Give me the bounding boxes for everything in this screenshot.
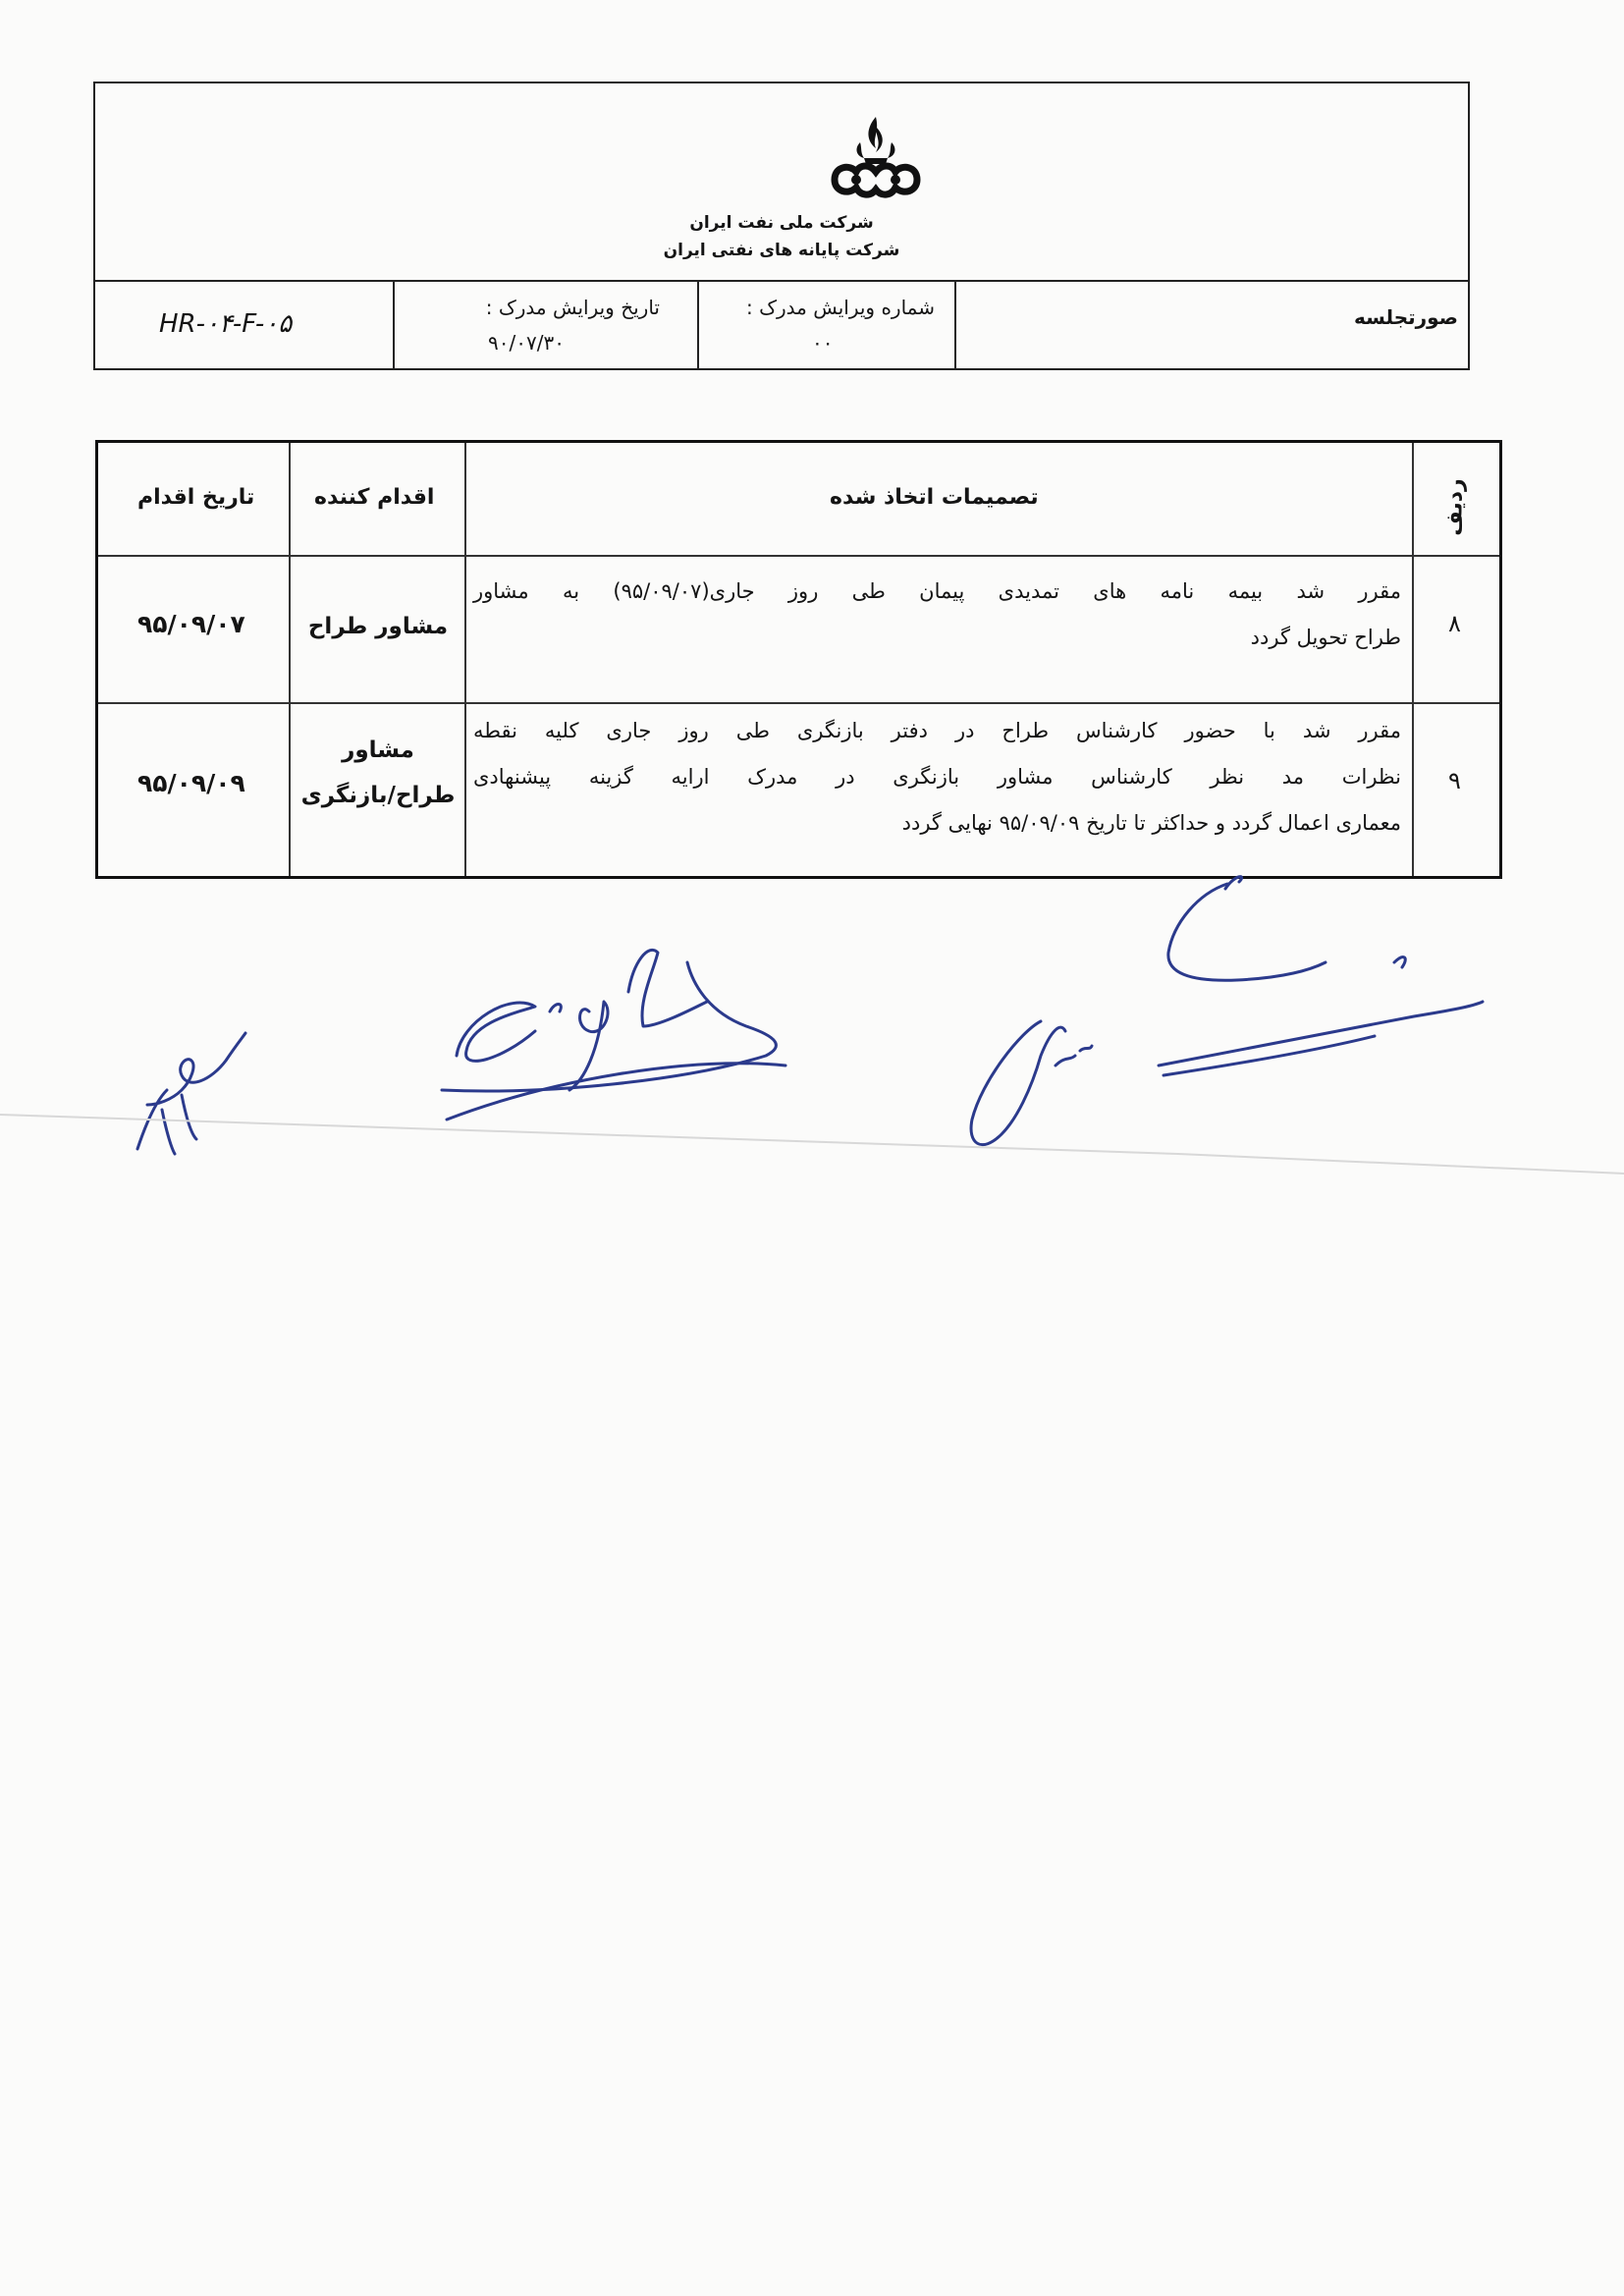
row-number: ۸ xyxy=(1448,610,1461,637)
revision-number-value: ۰۰ xyxy=(812,331,834,355)
decision-line: طراح تحویل گردد xyxy=(1250,626,1401,649)
logo-area xyxy=(95,83,1468,282)
action-date: ۹۵/۰۹/۰۷ xyxy=(137,610,245,638)
document-code-cell xyxy=(95,280,393,370)
header-row-number: ردیف xyxy=(1442,478,1468,536)
column-divider xyxy=(1412,443,1414,876)
row-divider xyxy=(98,555,1499,557)
action-date: ۹۵/۰۹/۰۹ xyxy=(137,769,245,797)
document-meta-row xyxy=(95,280,1468,370)
document-header xyxy=(93,82,1470,370)
actor-text: مشاور طراح xyxy=(307,614,449,639)
document-code: HR-۰۴-F-۰۵ xyxy=(159,309,293,339)
decision-text xyxy=(473,569,1401,661)
decision-line: مقرر شد با حضور کارشناس طراح در دفتر بازنگری طی روز جاری کلیه نقطه xyxy=(473,719,1401,742)
decision-line: نظرات مد نظر کارشناس مشاور بازنگری در مدرک ارایه گزینه پیشنهادی xyxy=(473,765,1401,789)
revision-number-cell xyxy=(697,280,954,370)
nioc-logo-icon xyxy=(817,113,935,211)
header-decisions: تصمیمات اتخاذ شده xyxy=(830,485,1039,510)
decision-text xyxy=(473,708,1401,847)
decisions-table xyxy=(95,440,1502,879)
header-actor: اقدام کننده xyxy=(314,485,435,510)
header-action-date: تاریخ اقدام xyxy=(137,485,255,510)
column-divider xyxy=(289,443,291,876)
revision-date-value: ۹۰/۰۷/۳۰ xyxy=(488,331,565,355)
paper-fold xyxy=(0,1075,1624,1183)
revision-number-label: شماره ویرایش مدرک : xyxy=(745,296,935,319)
company-name-terminals: شرکت پایانه های نفتی ایران xyxy=(663,241,900,260)
meeting-title: صورتجلسه xyxy=(1354,305,1458,329)
decision-line: مقرر شد بیمه نامه های تمدیدی پیمان طی روز جاری(۹۵/۰۹/۰۷) به مشاور xyxy=(473,579,1402,603)
actor-text: مشاور xyxy=(342,738,414,763)
decision-line: معماری اعمال گردد و حداکثر تا تاریخ ۹۵/۰۹/۰۹ نهایی گردد xyxy=(901,811,1401,835)
actor-cell xyxy=(295,728,461,818)
revision-date-cell xyxy=(393,280,697,370)
actor-text: طراح/بازنگری xyxy=(300,783,456,808)
actor-cell xyxy=(295,604,461,649)
revision-date-label: تاریخ ویرایش مدرک : xyxy=(485,296,660,319)
column-divider xyxy=(464,443,466,876)
row-number: ۹ xyxy=(1448,767,1461,794)
row-divider xyxy=(98,702,1499,704)
company-name-nioc: شرکت ملی نفت ایران xyxy=(689,213,874,233)
meeting-title-cell xyxy=(954,280,1468,370)
